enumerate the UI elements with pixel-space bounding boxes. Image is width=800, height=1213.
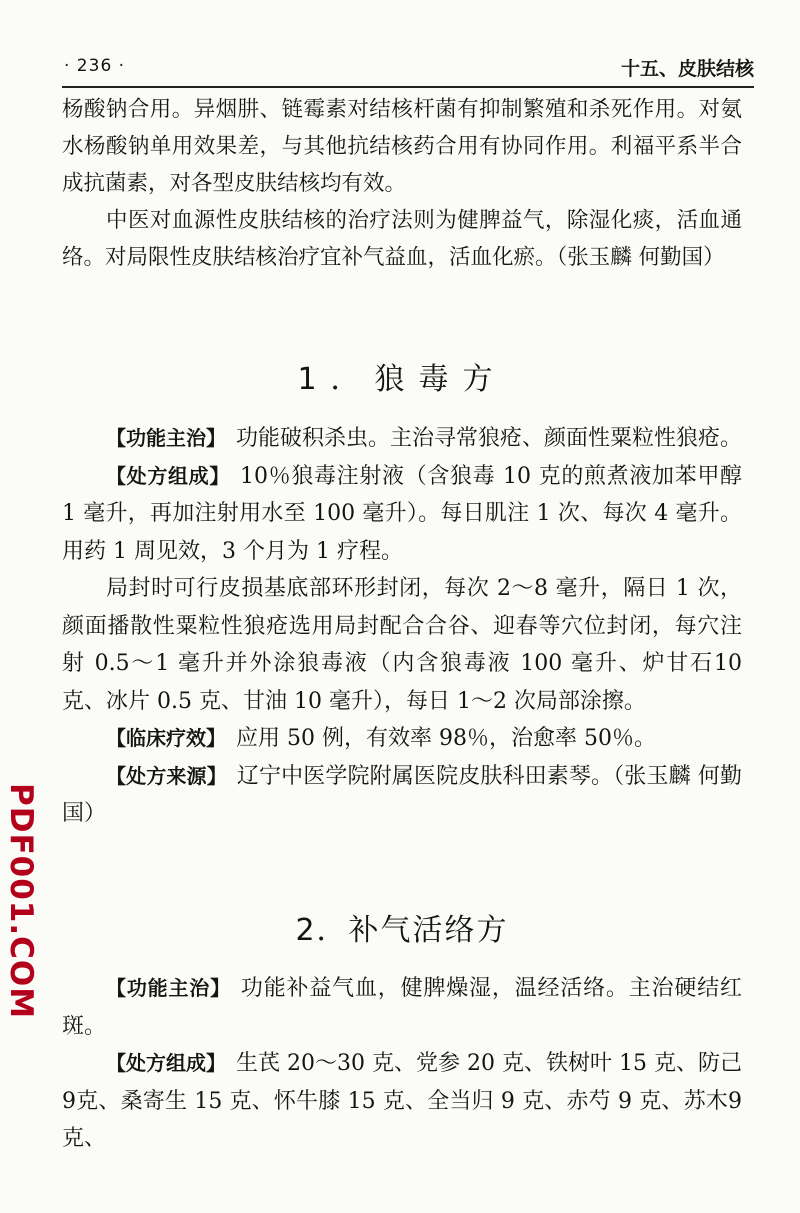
intro-text	[62, 91, 742, 276]
s1-source-text: 辽宁中医学院附属医院皮肤科田素琴。（张玉麟 何勤国）	[62, 763, 742, 826]
s1-formula-paragraph	[62, 458, 742, 571]
s1-local-paragraph: 局封时可行皮损基底部环形封闭，每次 2～8 毫升，隔日 1 次，颜面播散性粟粒性狼疮选用局封配合合谷、迎春等穴位封闭，每穴注射 0.5～1 毫升并外涂狼毒液（内含狼毒液 100 毫升、炉甘石10 克、冰片 0.5 克、甘油 10 毫升），每日 1～2 次局部涂擦。	[62, 576, 742, 714]
intro-paragraph-1: 杨酸钠合用。异烟肼、链霉素对结核杆菌有抑制繁殖和杀死作用。对氨水杨酸钠单用效果差，与其他抗结核药合用有协同作用。利福平系半合成抗菌素，对各型皮肤结核均有效。	[62, 97, 742, 196]
s1-function-paragraph	[62, 420, 742, 458]
s1-function-label: 【功能主治】	[106, 426, 226, 450]
section-2-title: 2．补气活络方	[295, 913, 509, 948]
page-header	[62, 56, 754, 82]
intro-paragraph-2: 中医对血源性皮肤结核的治疗法则为健脾益气，除湿化痰，活血通络。对局限性皮肤结核治疗宜补气益血，活血化瘀。（张玉麟 何勤国）	[62, 208, 742, 270]
s1-effect-paragraph	[62, 720, 742, 758]
section-1-title: 1．狼毒方	[297, 362, 507, 397]
s2-function-label: 【功能主治】	[106, 976, 231, 1000]
section-1-body	[62, 420, 742, 833]
s2-function-paragraph	[62, 970, 742, 1045]
s2-formula-text: 生芪 20～30 克、党参 20 克、铁树叶 15 克、防己9克、桑寄生 15 克、怀牛膝 15 克、全当归 9 克、赤芍 9 克、苏木9克、	[62, 1051, 743, 1151]
section-2-body	[62, 970, 742, 1158]
chapter-title: 十五、皮肤结核	[620, 58, 754, 80]
header-divider	[62, 86, 754, 88]
s1-source-label: 【处方来源】	[106, 763, 227, 788]
s2-function-text: 功能补益气血，健脾燥湿，温经活络。主治硬结红斑。	[62, 976, 742, 1039]
s1-formula-label: 【处方组成】	[106, 463, 231, 488]
s1-effect-text: 应用 50 例，有效率 98％，治愈率 50％。	[236, 726, 656, 751]
s1-effect-label: 【临床疗效】	[106, 726, 226, 750]
s1-source-paragraph	[62, 758, 742, 833]
s2-formula-label: 【处方组成】	[106, 1051, 227, 1075]
watermark-text: PDF001.COM	[3, 783, 39, 1020]
s2-formula-paragraph	[62, 1045, 742, 1158]
s1-function-text: 功能破积杀虫。主治寻常狼疮、颜面性粟粒性狼疮。	[236, 426, 743, 451]
s1-formula-text: 10％狼毒注射液（含狼毒 10 克的煎煮液加苯甲醇 1 毫升，再加注射用水至 100 毫升）。每日肌注 1 次、每次 4 毫升。用药 1 周见效，3 个月为 1 疗程。	[62, 463, 743, 564]
page-number: · 236 ·	[64, 56, 126, 76]
